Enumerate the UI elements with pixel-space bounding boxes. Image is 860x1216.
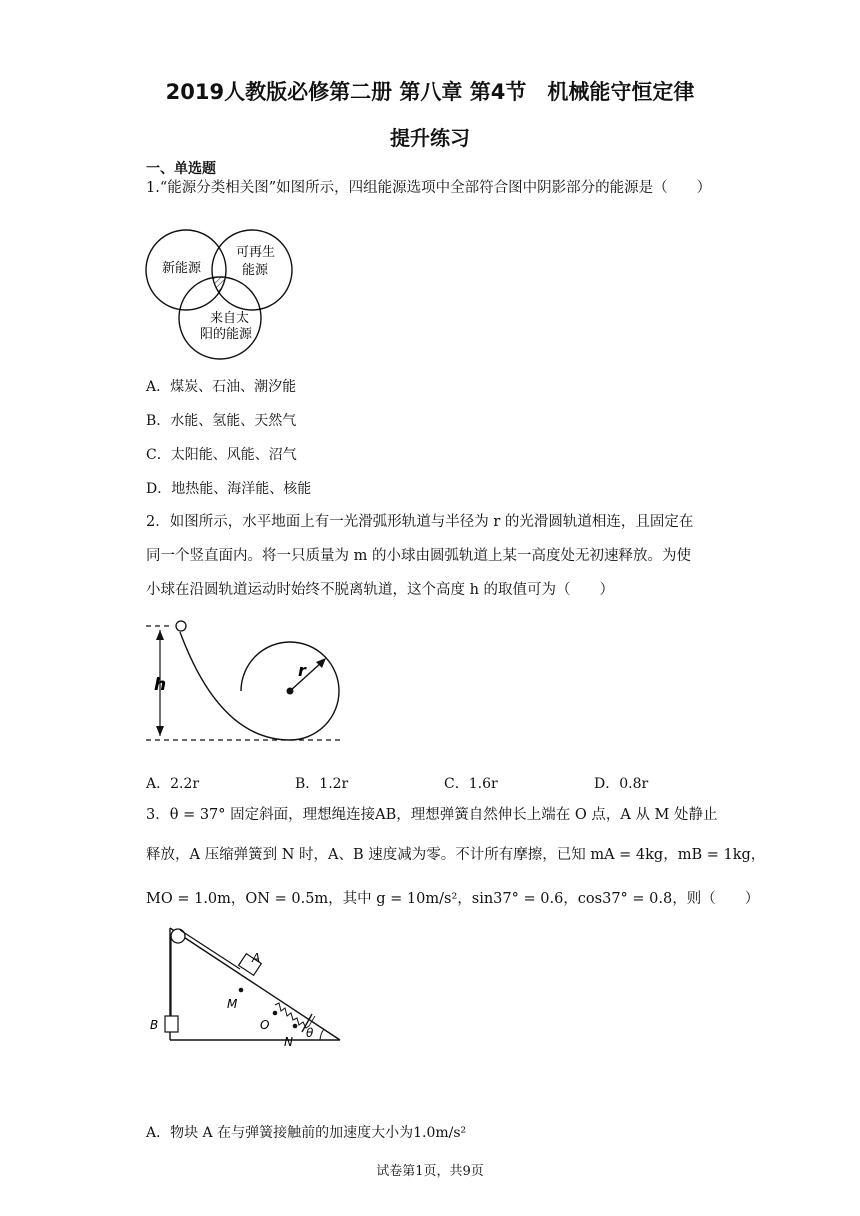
block-b xyxy=(165,1016,178,1032)
page-title: 2019人教版必修第二册 第八章 第4节 机械能守恒定律 xyxy=(165,80,695,104)
page-footer: 试卷第1页，共9页 xyxy=(376,1164,484,1179)
venn-diagram xyxy=(140,222,320,372)
page-subtitle: 提升练习 xyxy=(390,126,470,150)
arc-track xyxy=(180,632,290,740)
q2-line-2: 同一个竖直面内。将一只质量为 m 的小球由圆弧轨道上某一高度处无初速释放。为使 xyxy=(146,548,691,564)
label-r: r xyxy=(298,661,306,680)
q1-option-c: C．太阳能、风能、沼气 xyxy=(146,447,297,463)
label-b: B xyxy=(150,1018,159,1032)
ball xyxy=(176,621,186,631)
q1-option-b: B．水能、氢能、天然气 xyxy=(146,413,297,429)
pulley xyxy=(171,929,185,943)
q1-option-a: A．煤炭、石油、潮汐能 xyxy=(146,379,297,395)
q3-line-2: 释放，A 压缩弹簧到 N 时，A、B 速度减为零。不计所有摩擦，已知 mA = 4kg，mB = 1kg， xyxy=(146,847,766,863)
rope xyxy=(180,930,240,969)
label-a: A xyxy=(252,951,261,965)
q2-option-c: C．1.6r xyxy=(444,776,498,792)
q2-option-a: A．2.2r xyxy=(146,776,200,792)
label-theta: θ xyxy=(306,1026,314,1040)
q1-option-d: D．地热能、海洋能、核能 xyxy=(146,481,312,497)
q3-line-1: 3．θ = 37° 固定斜面，理想绳连接AB，理想弹簧自然伸长上端在 O 点，A 从 M 处静止 xyxy=(146,807,718,823)
venn-label-new-energy: 新能源 xyxy=(162,261,202,276)
label-m: M xyxy=(227,997,238,1011)
q2-line-1: 2．如图所示，水平地面上有一光滑弧形轨道与半径为 r 的光滑圆轨道相连，且固定在 xyxy=(146,514,694,530)
label-o: O xyxy=(260,1018,270,1032)
q2-option-b: B．1.2r xyxy=(295,776,349,792)
incline-spring-figure xyxy=(140,924,350,1049)
q2-line-3: 小球在沿圆轨道运动时始终不脱离轨道，这个高度 h 的取值可为（ ） xyxy=(146,582,615,598)
q2-option-d: D．0.8r xyxy=(594,776,649,792)
question-1-stem: 1.“能源分类相关图”如图所示，四组能源选项中全部符合图中阴影部分的能源是（ ） xyxy=(146,180,712,196)
section-heading: 一、单选题 xyxy=(146,161,216,177)
incline-surface xyxy=(170,928,340,1040)
venn-label-renewable-2: 能源 xyxy=(242,263,269,278)
venn-label-renewable-1: 可再生 xyxy=(236,245,276,260)
q3-line-3: MO = 1.0m，ON = 0.5m，其中 g = 10m/s²，sin37° = 0.6，cos37° = 0.8，则（ ） xyxy=(146,891,760,907)
label-n: N xyxy=(284,1035,293,1049)
loop-track-figure xyxy=(140,618,350,748)
venn-label-solar-2: 阳的能源 xyxy=(200,327,253,342)
q3-option-a: A．物块 A 在与弹簧接触前的加速度大小为1.0m/s² xyxy=(146,1125,467,1141)
label-h: h xyxy=(154,675,167,695)
venn-label-solar-1: 来自太 xyxy=(210,311,250,326)
